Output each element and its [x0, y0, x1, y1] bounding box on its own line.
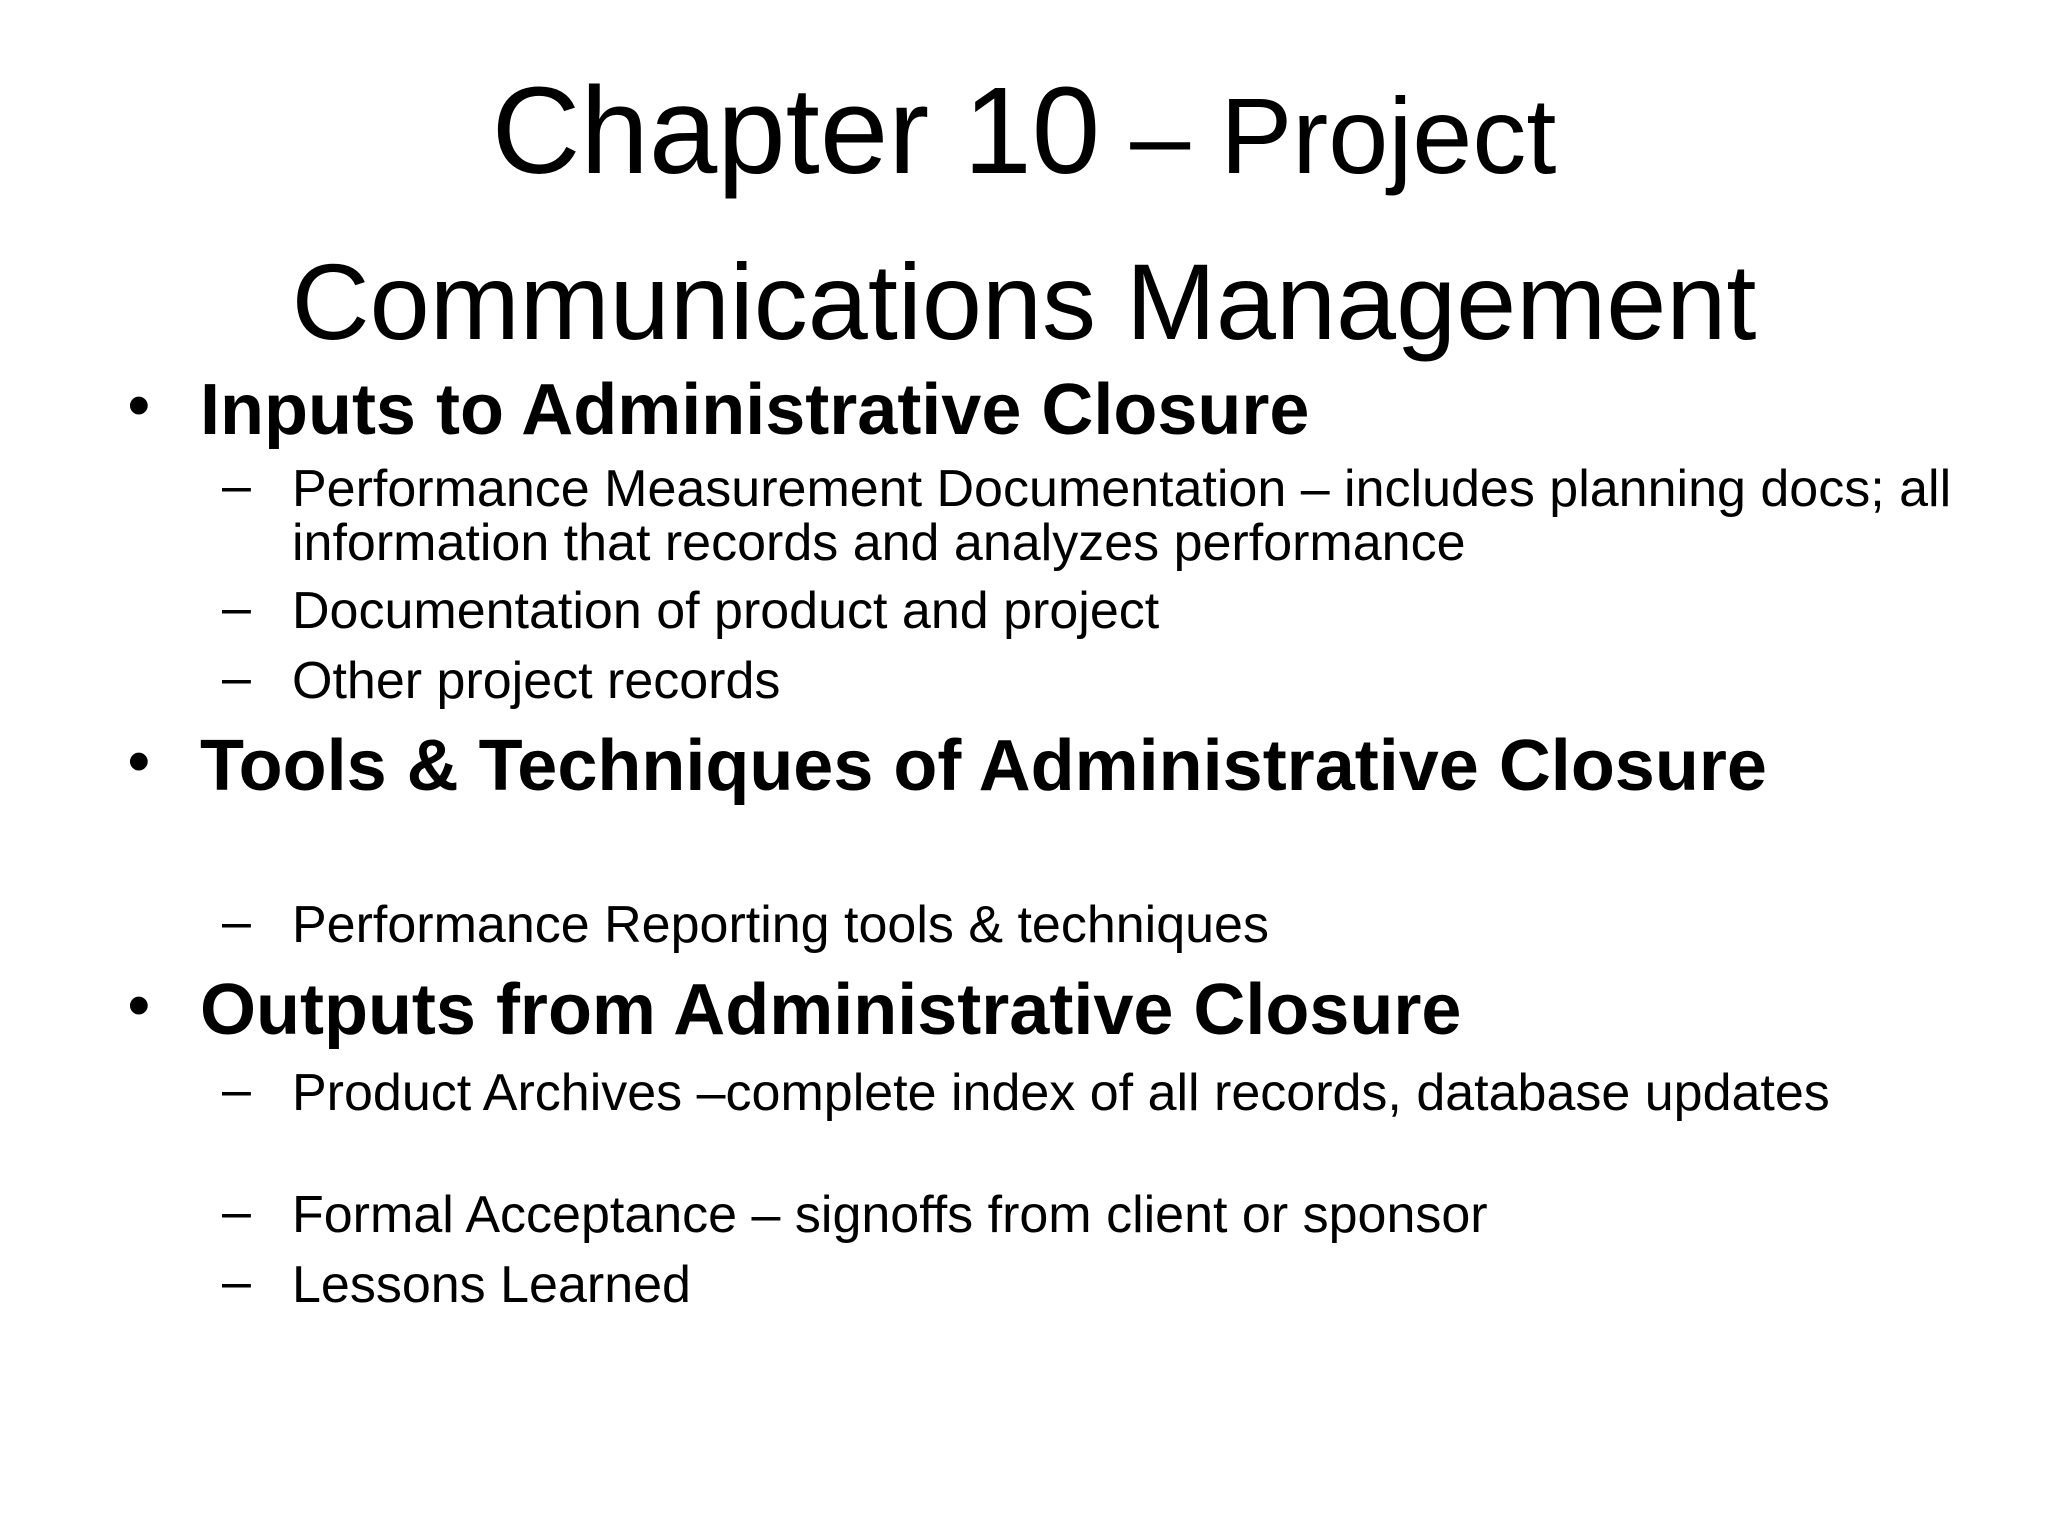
bullet-icon: • — [128, 971, 150, 1040]
bullet-inputs — [128, 370, 1960, 450]
bullet-outputs — [128, 970, 1960, 1050]
dash-icon: – — [222, 649, 251, 707]
bullet-heading: Tools & Techniques of Administrative Closure — [200, 726, 1767, 806]
sub-item — [222, 893, 1972, 954]
sub-item-text: Formal Acceptance – signoffs from client or sponsor — [292, 1186, 1488, 1244]
sub-item — [222, 1183, 1972, 1244]
dash-icon: – — [222, 579, 251, 637]
title-project: – Project — [1100, 75, 1557, 196]
dash-icon: – — [222, 1253, 251, 1311]
bullet-heading: Inputs to Administrative Closure — [200, 370, 1310, 450]
dash-icon: – — [222, 893, 251, 951]
title-chapter: Chapter 10 — [491, 63, 1101, 200]
sub-item-text: Documentation of product and project — [292, 582, 1160, 640]
sub-item-text: Lessons Learned — [292, 1256, 691, 1314]
sub-item-text: Performance Measurement Documentation – includes planning docs; all information that records and analyzes performance — [292, 460, 1952, 572]
bullet-tools — [128, 726, 1800, 806]
sub-item-text: Performance Reporting tools & techniques — [292, 896, 1269, 954]
sub-item — [222, 579, 1972, 640]
bullet-icon: • — [128, 371, 150, 440]
dash-icon: – — [222, 1061, 251, 1119]
bullet-icon: • — [128, 727, 150, 796]
dash-icon: – — [222, 457, 251, 515]
sub-item — [222, 1061, 1852, 1122]
sub-item — [222, 649, 1972, 710]
sub-item — [222, 457, 1972, 572]
sub-item-text: Product Archives –complete index of all records, database updates — [292, 1064, 1830, 1122]
sub-item — [222, 1253, 1972, 1314]
dash-icon: – — [222, 1183, 251, 1241]
title-line-2: Communications Management — [291, 241, 1757, 362]
sub-item-text: Other project records — [292, 652, 781, 710]
bullet-heading: Outputs from Administrative Closure — [200, 970, 1462, 1050]
